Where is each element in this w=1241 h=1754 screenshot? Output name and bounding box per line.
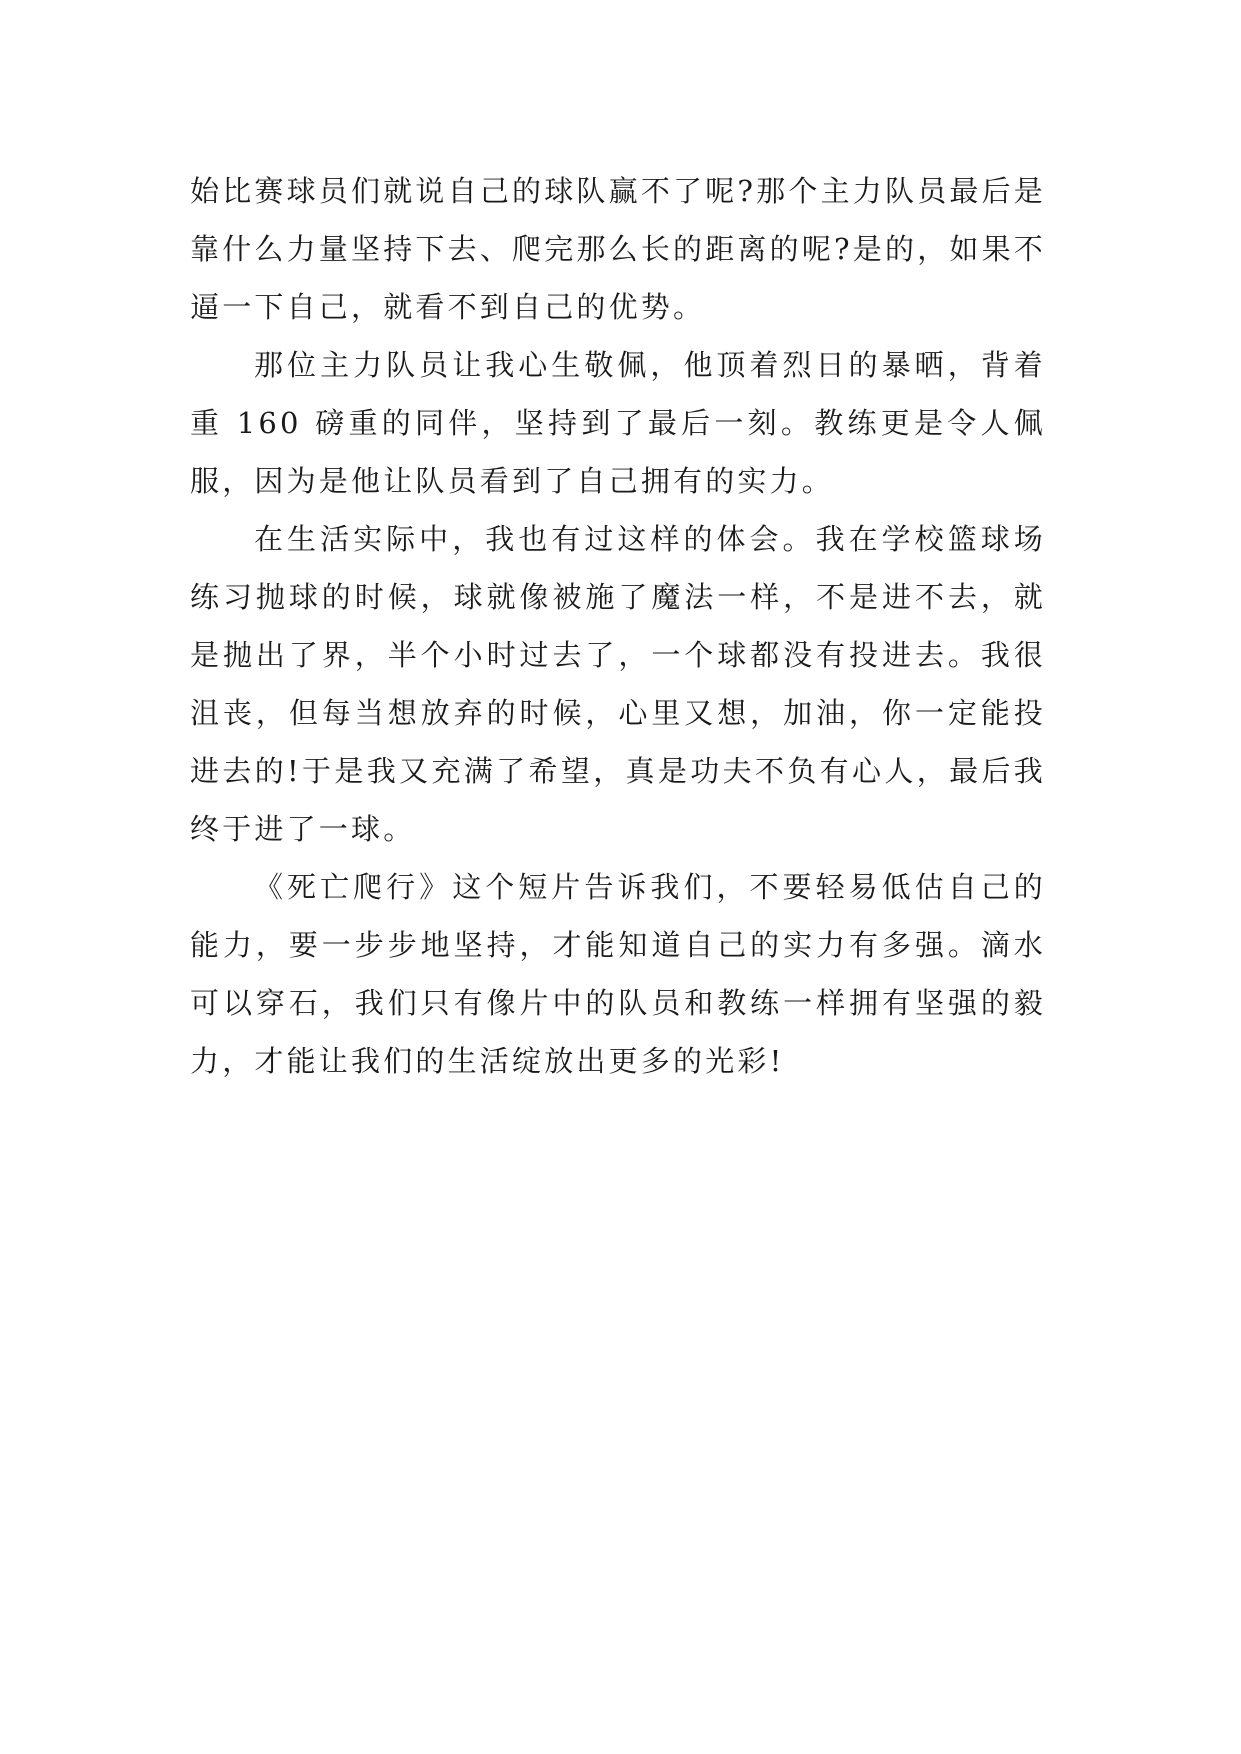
paragraph-team-captain: 那位主力队员让我心生敬佩，他顶着烈日的暴晒，背着重 160 磅重的同伴，坚持到了最后一刻。教练更是令人佩服，因为是他让队员看到了自己拥有的实力。 (190, 348, 1046, 498)
paragraph-personal-experience: 在生活实际中，我也有过这样的体会。我在学校篮球场练习抛球的时候，球就像被施了魔法一样，不是进不去，就是抛出了界，半个小时过去了，一个球都没有投进去。我很沮丧，但每当想放弃的时候，心里又想，加油，你一定能投进去的!于是我又充满了希望，真是功夫不负有心人，最后我终于进了一球。 (190, 522, 1046, 846)
paragraph-conclusion: 《死亡爬行》这个短片告诉我们，不要轻易低估自己的能力，要一步步地坚持，才能知道自己的实力有多强。滴水可以穿石，我们只有像片中的队员和教练一样拥有坚强的毅力，才能让我们的生活绽放出更多的光彩! (190, 870, 1046, 1078)
paragraph-continuation: 始比赛球员们就说自己的球队赢不了呢?那个主力队员最后是靠什么力量坚持下去、爬完那么长的距离的呢?是的，如果不逼一下自己，就看不到自己的优势。 (190, 174, 1046, 324)
document-body (190, 162, 1046, 1090)
